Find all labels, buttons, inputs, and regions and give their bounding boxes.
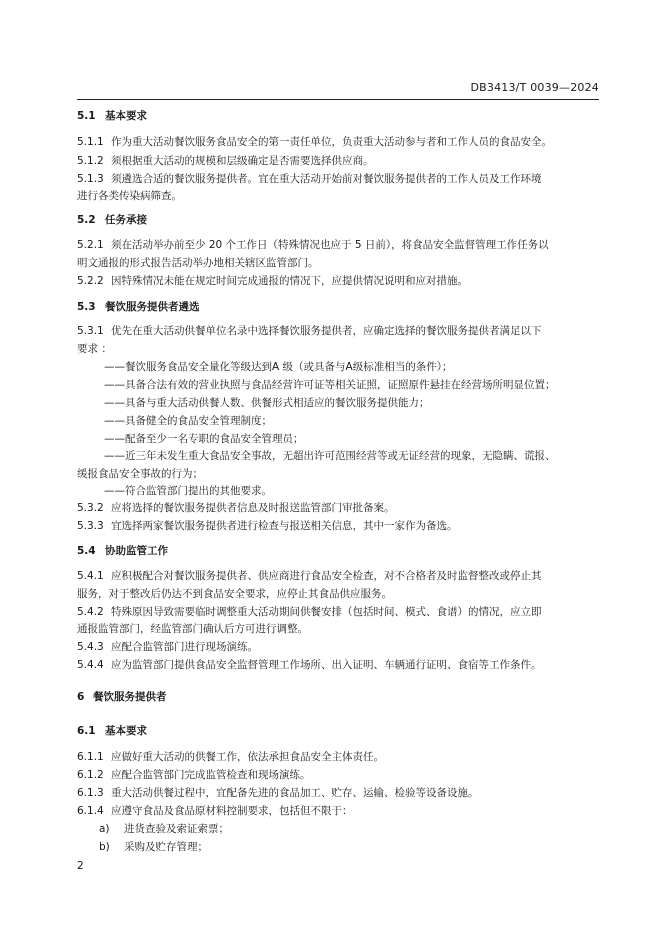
clause-5-2-1: 5.2.1 须在活动举办前至少 20 个工作日（特殊情况也应于 5 日前），将食品安全监督管理工作任务以	[77, 239, 549, 251]
requirement-dash-item: ——符合监管部门提出的其他要求。	[104, 485, 272, 497]
list-item-a: a) 进货查验及索证索票；	[99, 823, 229, 835]
page-number: 2	[77, 860, 84, 872]
clause-6-1-2: 6.1.2 应配合监管部门完成监管检查和现场演练。	[77, 769, 311, 781]
clause-6-1-1: 6.1.1 应做好重大活动的供餐工作，依法承担食品安全主体责任。	[77, 751, 384, 763]
section-5-1-heading: 5.1 基本要求	[77, 110, 147, 122]
list-item-b: b) 采购及贮存管理；	[99, 841, 208, 853]
section-6-1-heading: 6.1 基本要求	[77, 725, 147, 737]
clause-5-4-2-cont: 通报监管部门，经监管部门确认后方可进行调整。	[77, 623, 308, 635]
section-5-4-heading: 5.4 协助监管工作	[77, 545, 168, 557]
clause-5-3-1: 5.3.1 优先在重大活动供餐单位名录中选择餐饮服务提供者，应确定选择的餐饮服务提供者满足以下	[77, 325, 542, 337]
clause-5-1-3-cont: 进行各类传染病筛查。	[77, 190, 182, 202]
clause-6-1-4: 6.1.4 应遵守食品及食品原材料控制要求，包括但不限于：	[77, 805, 353, 817]
clause-5-2-1-cont: 明文通报的形式报告活动举办地相关辖区监管部门。	[77, 257, 319, 269]
chapter-6-heading: 6 餐饮服务提供者	[77, 691, 167, 703]
requirement-dash-item: ——具备健全的食品安全管理制度；	[104, 415, 272, 427]
requirement-dash-item: ——近三年未发生重大食品安全事故，无超出许可范围经营等或无证经营的现象，无隐瞒、谎报、	[104, 450, 556, 462]
clause-5-4-1: 5.4.1 应积极配合对餐饮服务提供者、供应商进行食品安全检查，对不合格者及时监督整改或停止其	[77, 570, 542, 582]
requirement-dash-item-cont: 缓报食品安全事故的行为；	[77, 468, 203, 480]
requirement-dash-item: ——具备与重大活动供餐人数、供餐形式相适应的餐饮服务提供能力；	[104, 397, 430, 409]
clause-5-3-2: 5.3.2 应将选择的餐饮服务提供者信息及时报送监管部门审批备案。	[77, 502, 395, 514]
requirement-dash-item: ——餐饮服务食品安全量化等级达到A 级（或具备与A级标准相当的条件）；	[104, 361, 453, 373]
clause-5-4-1-cont: 服务，对于整改后仍达不到食品安全要求，应停止其食品供应服务。	[77, 588, 392, 600]
clause-5-3-1-cont: 要求 ：	[77, 343, 112, 355]
requirement-dash-item: ——具备合法有效的营业执照与食品经营许可证等相关证照，证照原件悬挂在经营场所明显位置；	[104, 379, 556, 391]
clause-5-4-3: 5.4.3 应配合监管部门进行现场演练。	[77, 641, 258, 653]
clause-5-2-2: 5.2.2 因特殊情况未能在规定时间完成通报的情况下，应提供情况说明和应对措施。	[77, 275, 468, 287]
clause-5-1-3: 5.1.3 须遴选合适的餐饮服务提供者。宜在重大活动开始前对餐饮服务提供者的工作人员及工作环境	[77, 173, 542, 185]
requirement-dash-item: ——配备至少一名专职的食品安全管理员；	[104, 433, 304, 445]
section-5-2-heading: 5.2 任务承接	[77, 214, 147, 226]
clause-5-4-2: 5.4.2 特殊原因导致需要临时调整重大活动期间供餐安排（包括时间、模式、食谱）的情况，应立即	[77, 606, 542, 618]
clause-5-3-3: 5.3.3 宜选择两家餐饮服务提供者进行检查与报送相关信息，其中一家作为备选。	[77, 520, 458, 532]
clause-5-4-4: 5.4.4 应为监管部门提供食品安全监督管理工作场所、出入证明、车辆通行证明、食宿等工作条件。	[77, 659, 542, 671]
clause-5-1-2: 5.1.2 须根据重大活动的规模和层级确定是否需要选择供应商。	[77, 155, 374, 167]
section-5-3-heading: 5.3 餐饮服务提供者遴选	[77, 301, 200, 313]
header-rule	[77, 99, 599, 100]
document-code: DB3413/T 0039—2024	[470, 81, 599, 94]
clause-5-1-1: 5.1.1 作为重大活动餐饮服务食品安全的第一责任单位，负责重大活动参与者和工作人员的食品安全。	[77, 136, 552, 148]
clause-6-1-3: 6.1.3 重大活动供餐过程中，宜配备先进的食品加工、贮存、运输、检验等设备设施。	[77, 787, 479, 799]
